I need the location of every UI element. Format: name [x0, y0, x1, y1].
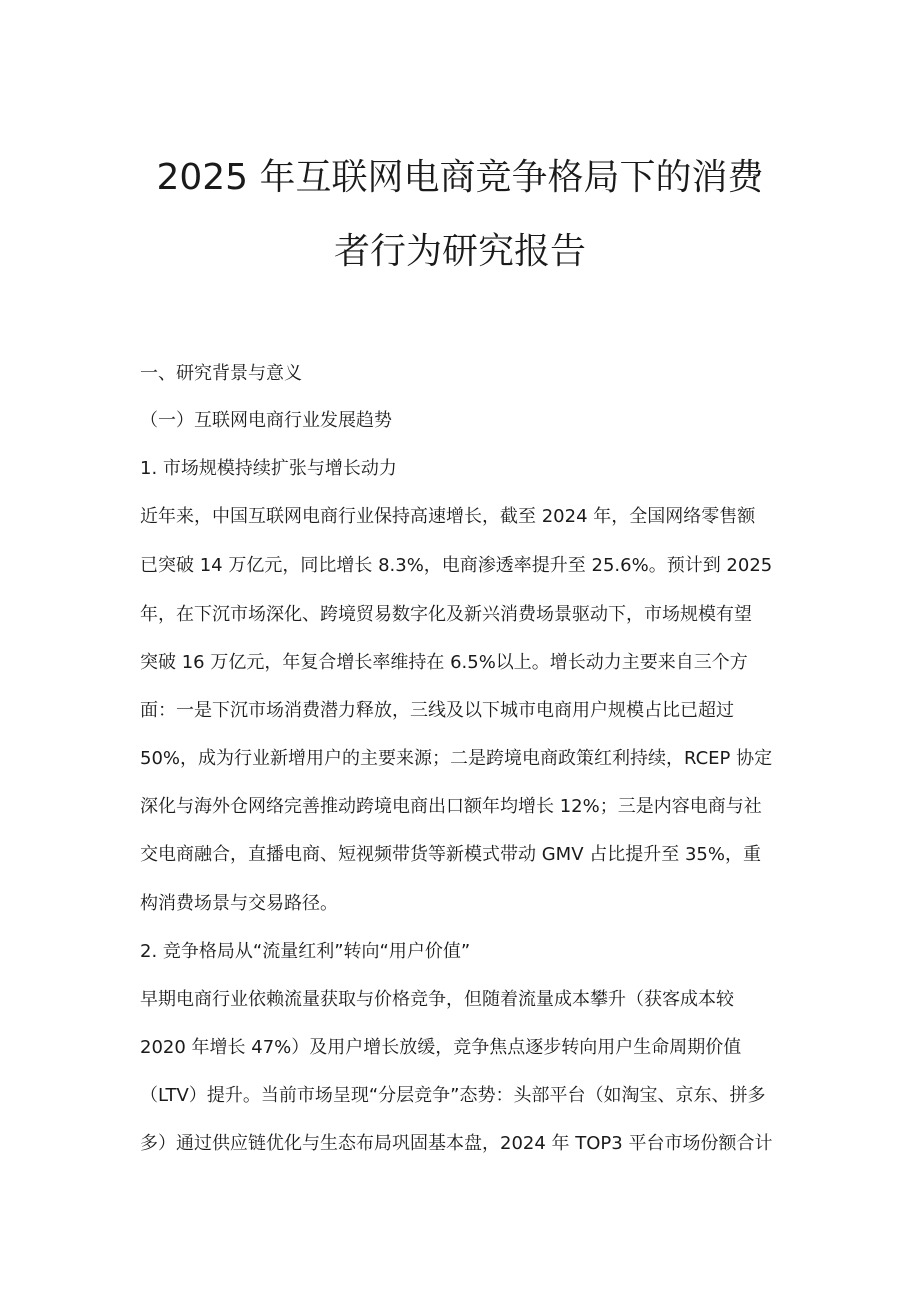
paragraph-1-line: 面：一是下沉市场消费潜力释放，三线及以下城市电商用户规模占比已超过 [140, 700, 734, 721]
paragraph-1-line: 年，在下沉市场深化、跨境贸易数字化及新兴消费场景驱动下，市场规模有望 [140, 604, 752, 625]
item2-heading: 2. 竞争格局从“流量红利”转向“用户价值” [140, 941, 471, 962]
paragraph-1-line: 构消费场景与交易路径。 [140, 893, 338, 914]
paragraph-1-line: 深化与海外仓网络完善推动跨境电商出口额年均增长 12%；三是内容电商与社 [140, 796, 762, 817]
document-title-line-1: 2025 年互联网电商竞争格局下的消费 [156, 157, 764, 198]
paragraph-2-line: （LTV）提升。当前市场呈现“分层竞争”态势：头部平台（如淘宝、京东、拼多 [140, 1085, 766, 1106]
paragraph-2-line: 2020 年增长 47%）及用户增长放缓，竞争焦点逐步转向用户生命周期价值 [140, 1037, 742, 1058]
document-title-line-2: 者行为研究报告 [333, 231, 586, 272]
item1-heading: 1. 市场规模持续扩张与增长动力 [140, 458, 397, 479]
section-heading: 一、研究背景与意义 [140, 363, 302, 384]
paragraph-1-line: 50%，成为行业新增用户的主要来源；二是跨境电商政策红利持续，RCEP 协定 [140, 748, 773, 769]
paragraph-2-line: 早期电商行业依赖流量获取与价格竞争，但随着流量成本攀升（获客成本较 [140, 989, 734, 1010]
paragraph-1-line: 交电商融合，直播电商、短视频带货等新模式带动 GMV 占比提升至 35%，重 [140, 844, 761, 865]
subsection-heading: （一）互联网电商行业发展趋势 [140, 410, 392, 431]
paragraph-1-line: 已突破 14 万亿元，同比增长 8.3%，电商渗透率提升至 25.6%。预计到 2025 [140, 555, 773, 576]
paragraph-1-line: 突破 16 万亿元，年复合增长率维持在 6.5%以上。增长动力主要来自三个方 [140, 652, 748, 673]
paragraph-1-line: 近年来，中国互联网电商行业保持高速增长，截至 2024 年，全国网络零售额 [140, 506, 756, 527]
paragraph-2-line: 多）通过供应链优化与生态布局巩固基本盘，2024 年 TOP3 平台市场份额合计 [140, 1133, 773, 1154]
